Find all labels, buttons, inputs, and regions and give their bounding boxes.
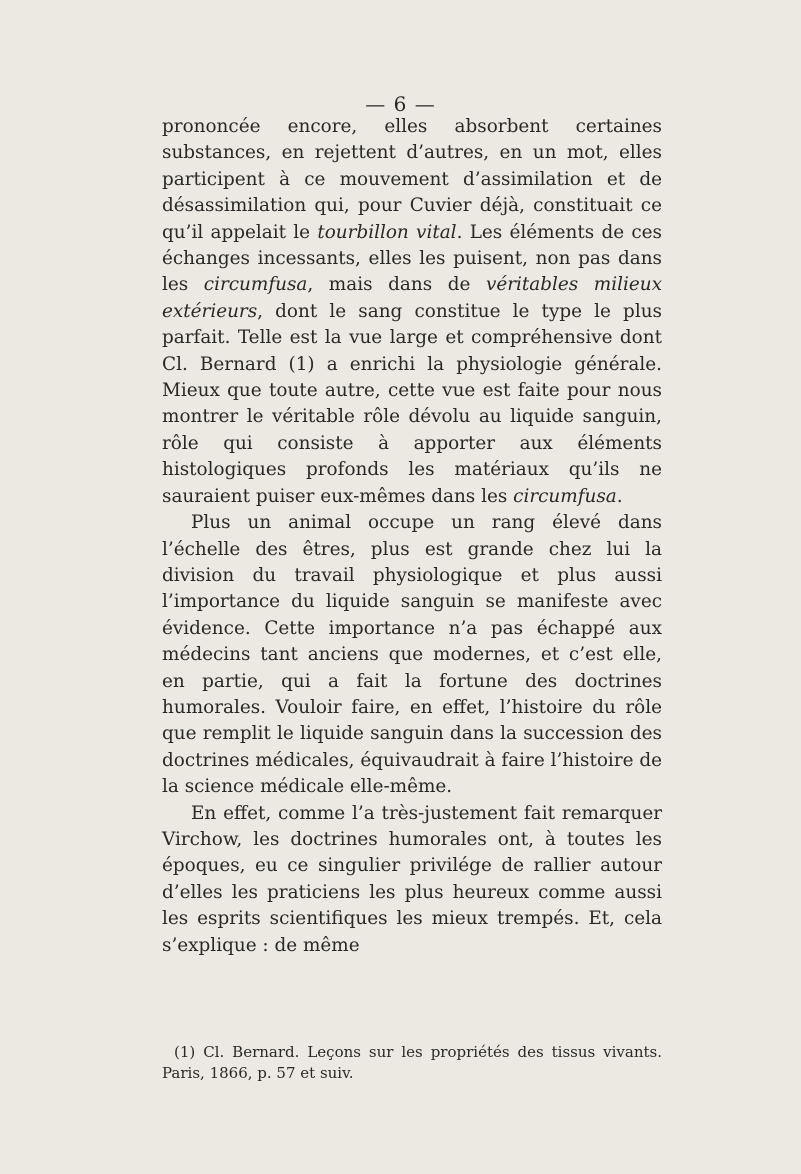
text-run: . Les éléments de ces échanges incessants, elles les puisent, non pas dans les [162, 221, 662, 296]
page-number: — 6 — [365, 92, 436, 116]
text-run: . [616, 485, 623, 507]
text-run: Plus un animal occupe un rang élevé dans l’échelle des êtres, plus est grande chez lui la division du travail physiologique et plus aussi l’importance du liquide sanguin se manifeste avec évidence. Cette importance n’a pas échappé aux médecins tant anciens que modernes, et c’est elle, en partie, qui a fait la fortune des doctrines humorales. Vouloir faire, en effet, l’histoire du rôle que remplit le liquide sanguin dans la succession des doctrines médicales, équivaudrait à faire l’histoire de la science médicale elle-même. [162, 512, 662, 798]
italic-text: circumfusa [203, 274, 308, 296]
text-run: , dont le sang constitue le type le plus parfait. Telle est la vue large et compréhensive dont Cl. Bernard (1) a enrichi la physiologie générale. Mieux que toute autre, cette vue est faite pour nous montrer le véritable rôle dévolu au liquide sanguin, rôle qui consiste à apporter aux éléments histologiques profonds les matériaux qu’ils ne sauraient puiser eux-mêmes dans les [162, 300, 662, 507]
footnote-text: (1) Cl. Bernard. Leçons sur les propriétés des tissus vivants. Paris, 1866, p. 57 et suiv. [162, 1043, 662, 1082]
text-run: En effet, comme l’a très-justement fait remarquer Virchow, les doctrines humorales ont, à toutes les époques, eu ce singulier privilége de rallier autour d’elles les praticiens les plus heureux comme aussi les esprits scientifiques les mieux trempés. Et, cela s’explique : de même [162, 802, 662, 956]
text-run: , mais dans de [307, 274, 486, 296]
footnote [162, 1042, 662, 1084]
paragraph [162, 114, 662, 510]
paragraph [162, 510, 662, 800]
italic-text: véritables milieux extérieurs [162, 274, 662, 322]
body-text [162, 114, 662, 959]
text-run: prononcée encore, elles absorbent certaines substances, en rejettent d’autres, en un mot, elles participent à ce mouvement d’assimilation et de désassimilation qui, pour Cuvier déjà, constituait ce qu’il appelait le [162, 116, 662, 243]
italic-text: tourbillon vital [317, 221, 457, 243]
italic-text: circumfusa [513, 485, 617, 507]
paragraph [162, 801, 662, 959]
